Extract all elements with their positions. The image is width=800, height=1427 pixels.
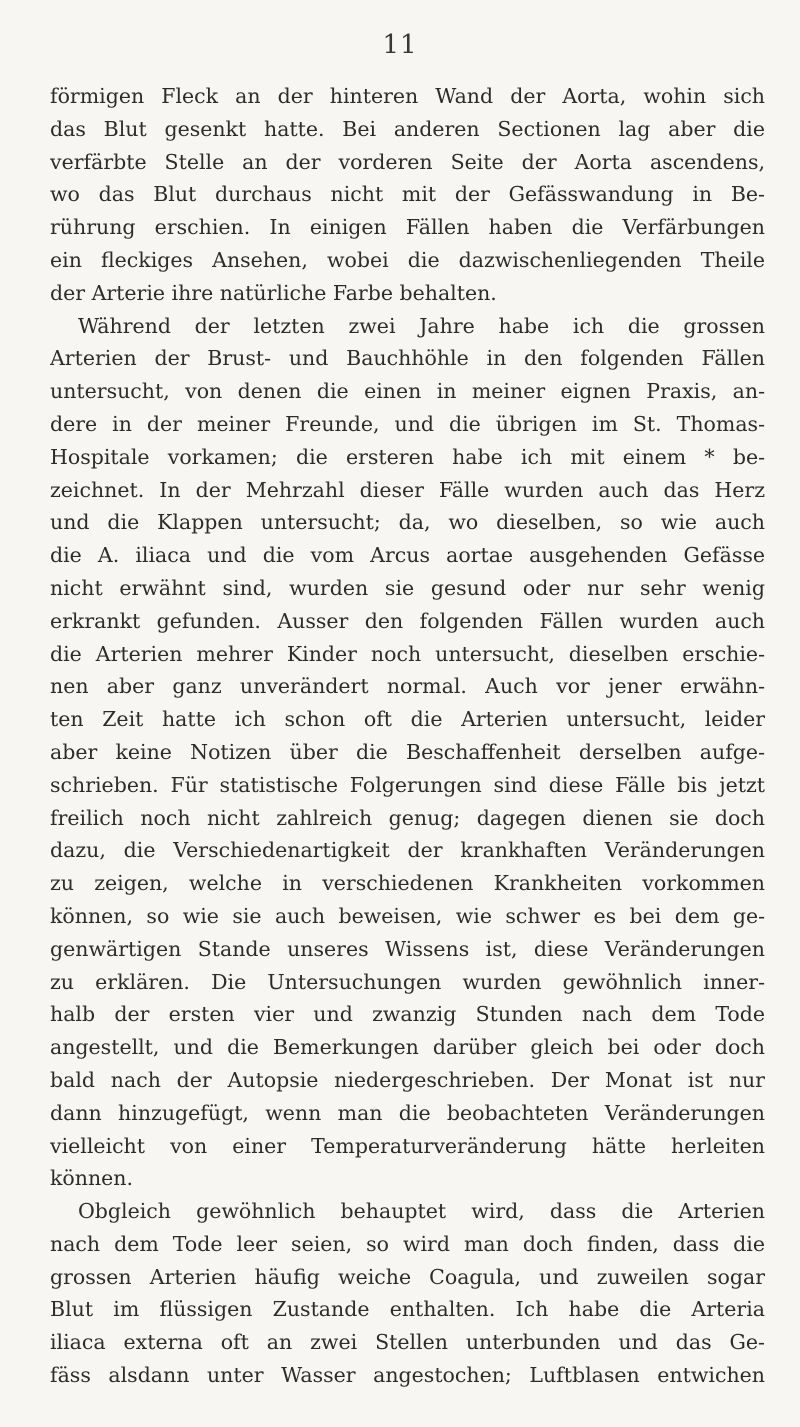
text-line: vielleicht von einer Temperaturveränderung hätte herleiten: [50, 1133, 765, 1158]
text-line: Obgleich gewöhnlich behauptet wird, dass die Arterien: [78, 1199, 765, 1224]
text-line: dazu, die Verschiedenartigkeit der krankhaften Veränderungen: [50, 838, 765, 863]
text-line: angestellt, und die Bemerkungen darüber gleich bei oder doch: [50, 1035, 765, 1060]
page-number: 11: [382, 30, 418, 60]
text-line: ten Zeit hatte ich schon oft die Arterien untersucht, leider: [50, 707, 765, 732]
text-line: zu zeigen, welche in verschiedenen Krankheiten vorkommen: [50, 871, 765, 896]
text-line: fäss alsdann unter Wasser angestochen; Luftblasen entwichen: [50, 1363, 765, 1388]
text-line: dere in der meiner Freunde, und die übrigen im St. Thomas-: [50, 411, 765, 436]
text-line: zeichnet. In der Mehrzahl dieser Fälle wurden auch das Herz: [50, 477, 765, 502]
text-line: iliaca externa oft an zwei Stellen unterbunden und das Ge-: [50, 1330, 765, 1355]
text-line: bald nach der Autopsie niedergeschrieben. Der Monat ist nur: [50, 1067, 765, 1092]
text-line: Blut im flüssigen Zustande enthalten. Ich habe die Arteria: [50, 1297, 765, 1322]
text-line: die A. iliaca und die vom Arcus aortae ausgehenden Gefässe: [50, 543, 765, 568]
text-line: können.: [50, 1166, 134, 1191]
text-line: nicht erwähnt sind, wurden sie gesund oder nur sehr wenig: [50, 575, 765, 600]
text-line: nen aber ganz unverändert normal. Auch vor jener erwähn-: [50, 674, 765, 699]
text-line: erkrankt gefunden. Ausser den folgenden Fällen wurden auch: [50, 608, 765, 633]
text-line: dann hinzugefügt, wenn man die beobachteten Veränderungen: [50, 1100, 765, 1125]
text-line: das Blut gesenkt hatte. Bei anderen Sectionen lag aber die: [50, 116, 765, 141]
text-line: nach dem Tode leer seien, so wird man doch finden, dass die: [50, 1231, 765, 1256]
text-line: rührung erschien. In einigen Fällen haben die Verfärbungen: [50, 215, 765, 240]
text-line: wo das Blut durchaus nicht mit der Gefässwandung in Be-: [50, 182, 765, 207]
body-text: [50, 80, 765, 1392]
text-line: schrieben. Für statistische Folgerungen sind diese Fälle bis jetzt: [50, 772, 765, 797]
text-line: Während der letzten zwei Jahre habe ich die grossen: [78, 313, 765, 338]
text-line: freilich noch nicht zahlreich genug; dagegen dienen sie doch: [50, 805, 765, 830]
text-line: halb der ersten vier und zwanzig Stunden nach dem Tode: [50, 1002, 765, 1027]
text-line: förmigen Fleck an der hinteren Wand der Aorta, wohin sich: [50, 84, 765, 108]
text-line: genwärtigen Stande unseres Wissens ist, diese Veränderungen: [50, 936, 765, 961]
text-line: zu erklären. Die Untersuchungen wurden gewöhnlich inner-: [50, 969, 765, 994]
text-line: Hospitale vorkamen; die ersteren habe ich mit einem * be-: [50, 444, 765, 469]
text-line: aber keine Notizen über die Beschaffenheit derselben aufge-: [50, 739, 765, 764]
text-line: die Arterien mehrer Kinder noch untersucht, dieselben erschie-: [50, 641, 765, 666]
text-line: ein fleckiges Ansehen, wobei die dazwischenliegenden Theile: [50, 247, 765, 272]
text-line: untersucht, von denen die einen in meiner eignen Praxis, an-: [50, 379, 765, 404]
text-line: Arterien der Brust- und Bauchhöhle in den folgenden Fällen: [50, 346, 765, 371]
text-line: der Arterie ihre natürliche Farbe behalten.: [50, 280, 497, 305]
text-line: können, so wie sie auch beweisen, wie schwer es bei dem ge-: [50, 903, 765, 928]
text-line: grossen Arterien häufig weiche Coagula, und zuweilen sogar: [50, 1264, 765, 1289]
text-line: und die Klappen untersucht; da, wo dieselben, so wie auch: [50, 510, 765, 535]
text-line: verfärbte Stelle an der vorderen Seite der Aorta ascendens,: [50, 149, 765, 174]
